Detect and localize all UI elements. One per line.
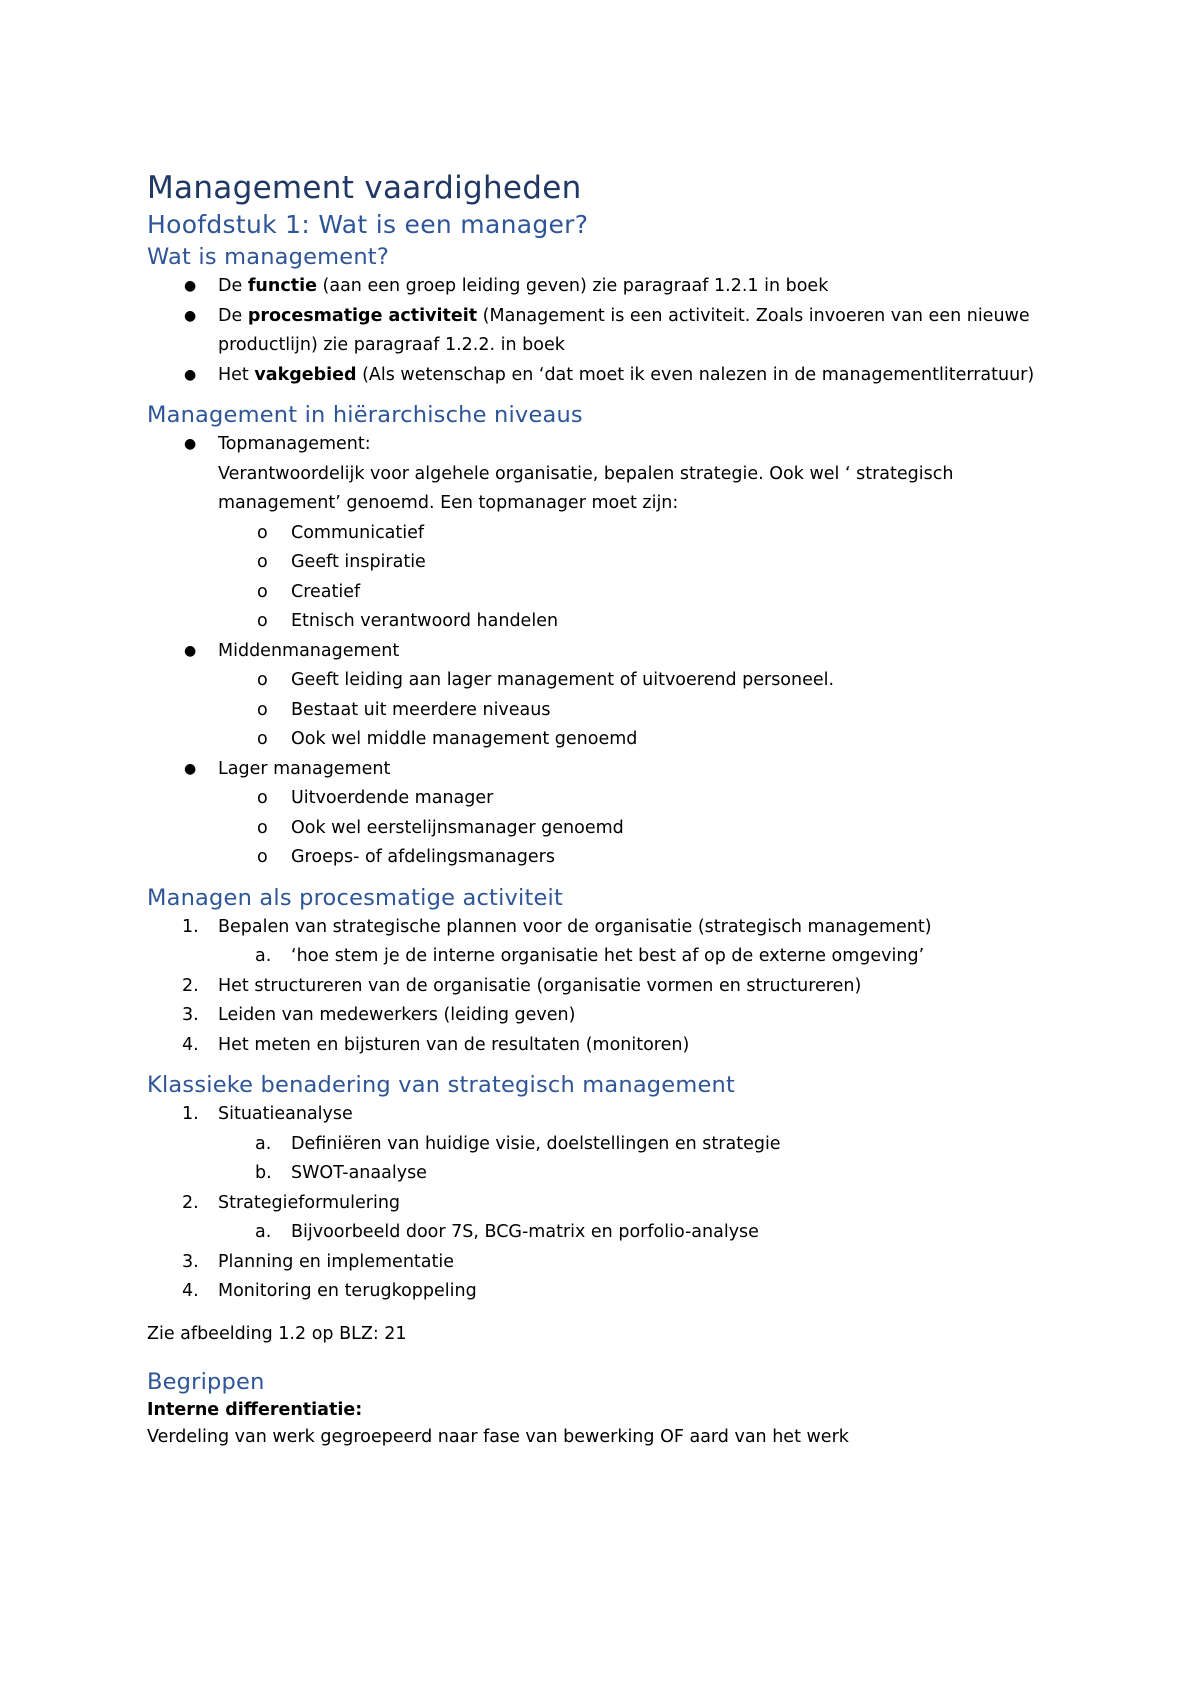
list-number: 3. bbox=[182, 1251, 199, 1272]
list-item: 1. Situatieanalyse bbox=[147, 1100, 1067, 1130]
bullet-icon: ● bbox=[184, 307, 197, 324]
list-number: 1. bbox=[182, 916, 199, 937]
circle-bullet-icon: o bbox=[257, 552, 268, 572]
sub-list-item: o Ook wel eerstelijnsmanager genoemd bbox=[147, 814, 1067, 844]
list-item-lager-management: ● Lager management bbox=[147, 755, 1067, 785]
sub-list-item: o Groeps- of afdelingsmanagers bbox=[147, 843, 1067, 873]
list-item-middenmanagement: ● Middenmanagement bbox=[147, 637, 1067, 667]
sub-list-item: o Communicatief bbox=[147, 519, 1067, 549]
circle-bullet-icon: o bbox=[257, 581, 268, 602]
numbered-list-klassiek bbox=[147, 1100, 1067, 1307]
sub-list-item: o Geeft inspiratie bbox=[147, 548, 1067, 578]
list-item: 4. Monitoring en terugkoppeling bbox=[147, 1277, 1067, 1307]
sub-list-item: a. Definiëren van huidige visie, doelstellingen en strategie bbox=[147, 1130, 1067, 1160]
document-content bbox=[147, 168, 1067, 1452]
sub-list-item: o Geeft leiding aan lager management of uitvoerend personeel. bbox=[147, 666, 1067, 696]
section-heading-wat-is-management: Wat is management? bbox=[147, 244, 389, 270]
bullet-icon: ● bbox=[184, 760, 197, 777]
circle-bullet-icon: o bbox=[257, 847, 268, 867]
list-letter: a. bbox=[255, 1133, 272, 1154]
bullet-icon: ● bbox=[184, 366, 197, 383]
list-number: 1. bbox=[182, 1104, 199, 1124]
list-item: ● De functie (aan een groep leiding geven) zie paragraaf 1.2.1 in boek bbox=[147, 272, 1067, 302]
circle-bullet-icon: o bbox=[257, 817, 268, 838]
circle-bullet-icon: o bbox=[257, 522, 268, 543]
sub-list-item: a. Bijvoorbeeld door 7S, BCG-matrix en porfolio-analyse bbox=[147, 1218, 1067, 1248]
list-number: 4. bbox=[182, 1034, 199, 1055]
list-item: ● De procesmatige activiteit (Management is een activiteit. Zoals invoeren van een nieuwe productlijn) zie paragraaf 1.2.2. in boek bbox=[147, 302, 1067, 361]
list-number: 2. bbox=[182, 1192, 199, 1213]
circle-bullet-icon: o bbox=[257, 611, 268, 631]
sub-list-item: o Creatief bbox=[147, 578, 1067, 608]
sub-list-item: o Bestaat uit meerdere niveaus bbox=[147, 696, 1067, 726]
term-label: Interne differentiatie: bbox=[147, 1399, 363, 1420]
list-number: 4. bbox=[182, 1281, 199, 1301]
list-number: 3. bbox=[182, 1005, 199, 1025]
bullet-list-wat-is bbox=[147, 272, 1067, 390]
list-item: ● Het vakgebied (Als wetenschap en ‘dat moet ik even nalezen in de managementliterratuur) bbox=[147, 361, 1067, 391]
sub-list-item: a. ‘hoe stem je de interne organisatie het best af op de externe omgeving’ bbox=[147, 942, 1067, 972]
list-item: 1. Bepalen van strategische plannen voor de organisatie (strategisch management) bbox=[147, 913, 1067, 943]
list-item: 3. Planning en implementatie bbox=[147, 1248, 1067, 1278]
list-letter: a. bbox=[255, 946, 272, 966]
numbered-list-procesmatig bbox=[147, 913, 1067, 1061]
circle-bullet-icon: o bbox=[257, 699, 268, 720]
term-definition: Verdeling van werk gegroepeerd naar fase van bewerking OF aard van het werk bbox=[147, 1426, 849, 1447]
circle-bullet-icon: o bbox=[257, 729, 268, 749]
bullet-icon: ● bbox=[184, 436, 197, 452]
circle-bullet-icon: o bbox=[257, 670, 268, 690]
sub-list-item: b. SWOT-anaalyse bbox=[147, 1159, 1067, 1189]
circle-bullet-icon: o bbox=[257, 788, 268, 808]
bullet-icon: ● bbox=[184, 278, 197, 294]
list-item: 4. Het meten en bijsturen van de resultaten (monitoren) bbox=[147, 1031, 1067, 1061]
list-number: 2. bbox=[182, 975, 199, 996]
section-heading-hierarchische-niveaus: Management in hiërarchische niveaus bbox=[147, 402, 583, 428]
list-item: 2. Strategieformulering bbox=[147, 1189, 1067, 1219]
section-heading-klassieke-benadering: Klassieke benadering van strategisch management bbox=[147, 1072, 735, 1098]
section-heading-procesmatige-activiteit: Managen als procesmatige activiteit bbox=[147, 884, 564, 911]
list-item: 3. Leiden van medewerkers (leiding geven) bbox=[147, 1001, 1067, 1031]
sub-list-item: o Ook wel middle management genoemd bbox=[147, 725, 1067, 755]
bullet-icon: ● bbox=[184, 642, 197, 659]
list-letter: b. bbox=[255, 1163, 272, 1183]
figure-reference-note: Zie afbeelding 1.2 op BLZ: 21 bbox=[147, 1323, 407, 1344]
sub-list-item: o Uitvoerdende manager bbox=[147, 784, 1067, 814]
sub-list-item: o Etnisch verantwoord handelen bbox=[147, 607, 1067, 637]
section-heading-begrippen: Begrippen bbox=[147, 1368, 265, 1395]
list-letter: a. bbox=[255, 1222, 272, 1242]
chapter-heading: Hoofdstuk 1: Wat is een manager? bbox=[147, 210, 589, 239]
list-item: 2. Het structureren van de organisatie (organisatie vormen en structureren) bbox=[147, 972, 1067, 1002]
list-item-topmanagement: ● Topmanagement: Verantwoordelijk voor algehele organisatie, bepalen strategie. Ook wel ‘ strategisch management’ genoemd. Een topmanager moet zijn: bbox=[147, 430, 1067, 519]
document-title: Management vaardigheden bbox=[147, 170, 582, 206]
bullet-list-niveaus bbox=[147, 430, 1067, 873]
